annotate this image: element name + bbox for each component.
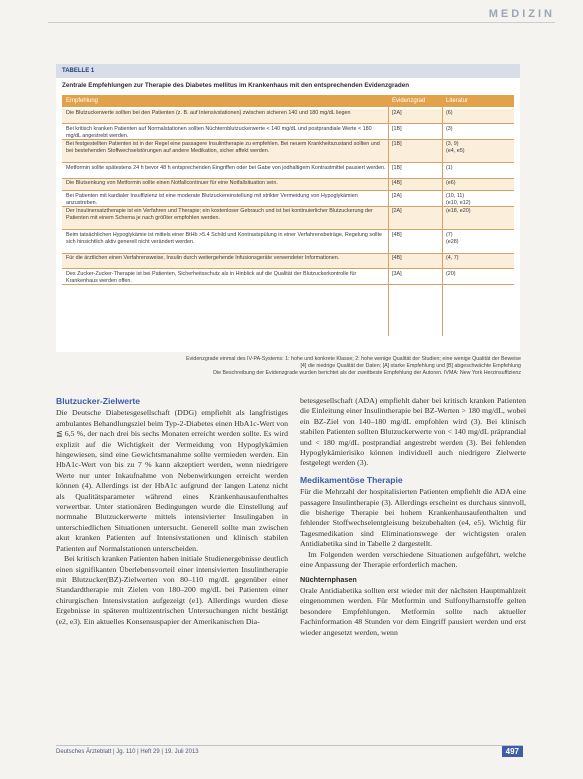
column-header-grade: Evidenzgrad bbox=[392, 98, 426, 104]
table-title: Zentrale Empfehlungen zur Therapie des Diabetes mellitus im Krankenhaus mit den entsprechenden Evidenzgraden bbox=[62, 82, 410, 89]
table-header-row bbox=[62, 95, 514, 107]
right-column bbox=[300, 396, 526, 638]
column-header-recommendation: Empfehlung bbox=[66, 98, 99, 104]
table-row bbox=[62, 140, 514, 163]
table-row bbox=[62, 254, 514, 269]
table-row bbox=[62, 109, 514, 124]
evidence-grade-cell: [1B] bbox=[392, 141, 402, 147]
table-label: TABELLE 1 bbox=[56, 64, 520, 78]
literature-cell: (4, 7) bbox=[446, 255, 459, 261]
literature-cell: (3, 9) (e4, e5) bbox=[446, 141, 465, 154]
literature-cell: (6) bbox=[446, 110, 453, 116]
body-paragraph: betesgesellschaft (ADA) empfiehlt daher bei kritisch kranken Patienten die Einleitung einer Insulintherapie bei BZ-Werten > 180 mg/dL, wobei ein BZ-Ziel von 140–180 mg/dL empfohlen wird (3). Bei klinisch stabilen Patienten sollten Blutzuckerwerte von < 140 mg/dL präprandial und < 180 mg/dL postprandial angestrebt werden (3). Bei fehlenden Hypoglykämierisiko können individuell auch niedrigere Zielwerte festgelegt werden (3). bbox=[300, 396, 526, 468]
body-paragraph: Für die Mehrzahl der hospitalisierten Patienten empfiehlt die ADA eine passagere Insulintherapie (3). Allerdings erscheint es durchaus sinnvoll, die bisherige Therapie bei hohem Krankenhausaufenthalten und fehlender Stoffwechselentgleisung beizubehalten (e4, e5). Wichtig für Tagesmedikation sind Eliminationswege der wichtigsten oralen Antidiabetika sind in Tabelle 2 dargestellt. bbox=[300, 487, 526, 549]
recommendation-cell: Bei kritisch kranken Patienten auf Normalstationen sollten Nüchternblutzuckerwerte < 140 mg/dL und postprandiale Werte < 180 mg/dL angestrebt werden. bbox=[66, 125, 372, 139]
recommendation-cell: Beim tatsächlichen Hypoglykämie ist mittels einer BtHb >5.4 Schild und Kontrastspülung in einer Verfahrensbeträge, Regelung sollte sich hinsichtlich aktiv generell nicht verändert werden. bbox=[66, 231, 382, 245]
recommendation-cell: Die Blutsenkung von Metformin sollte einen Notfallcontinuer für eine Notfallsituation sein. bbox=[66, 180, 278, 186]
footnote-line: [4] die niedrige Qualität der Daten; [A] starke Empfehlung und [B] abgeschwächte Empfehlung bbox=[300, 363, 521, 369]
body-paragraph: Orale Antidiabetika sollten erst wieder mit der nächsten Hauptmahlzeit eingenommen werden. Für Metformin und Sulfonylharnstoffe gelten besondere Empfehlungen. Metformin sollte nach aktueller Fachinformation 48 Stunden vor dem Eingriff pausiert werden und erst wieder angesetzt werden, wenn bbox=[300, 585, 526, 637]
literature-cell: (e6) bbox=[446, 180, 456, 186]
literature-cell: (3) bbox=[446, 125, 453, 132]
recommendation-cell: Für die ärztlichen einen Verfahrensweise, Insulin durch weitergehende Infusionsgeräte verwendeter Informationen. bbox=[66, 255, 340, 261]
evidence-grade-cell: [1B] bbox=[392, 125, 402, 132]
table-row bbox=[62, 192, 514, 207]
section-heading-blood-glucose: Blutzucker-Zielwerte bbox=[56, 396, 141, 406]
evidence-grade-cell: [4B] bbox=[392, 231, 402, 238]
recommendations-table bbox=[56, 64, 520, 352]
table-footnote bbox=[56, 356, 521, 377]
header-divider bbox=[48, 22, 555, 23]
body-paragraph: Die Deutsche Diabetesgesellschaft (DDG) empfiehlt als langfristiges ambulantes Behandlungsziel beim Typ-2-Diabetes einen HbA1c-Wert von ≦ 6,5 %, der nach drei bis sechs Monaten erreicht werden sollte. Es wird explizit auf die Wichtigkeit der Vermeidung von Hypoglykämien hingewiesen, sind eine Gewichtsmanahme sollte vermieden werden. Ein HbA1c-Wert von bis zu 7 % kann akzeptiert werden, wenn niedrigere Werte nur unter Inkaufnahme von Nebenwirkungen erreicht werden können (4). Allerdings ist der HbA1c aufgrund der langen Latenz nicht als Qualitätsparameter während eines Krankenhausaufenthaltes verwertbar. Unter stationären Bedingungen wurde die Einstellung auf normnahe Blutzuckerwerte mittels intensivierter Insulingaben in unterschiedlichen Situationen untersucht. Generell sollte man zwischen akut kranken Patienten auf Intensivstationen und klinisch stabilen Patienten auf Normalstationen unterscheiden. bbox=[56, 408, 288, 553]
evidence-grade-cell: [2A] bbox=[392, 192, 402, 199]
evidence-grade-cell: [4B] bbox=[392, 255, 402, 261]
literature-cell: (1) bbox=[446, 164, 453, 171]
table-row bbox=[62, 231, 514, 254]
table-row bbox=[62, 270, 514, 285]
body-paragraph: Bei kritisch kranken Patienten haben initiale Studienergebnisse deutlich einen signifikanten Überlebensvorteil einer intensivierten Insulintherapie mit Blutzucker(BZ)-Zielwerten von 80–110 mg/dL gegenüber einer Standardtherapie mit Zielen von 180–200 mg/dL bei Patienten einer chirurgischen Intensivstation aufgezeigt (e1). Allerdings wurden diese Ergebnisse in späteren multizentrischen Untersuchungen nicht bestätigt (e2, e3). Ein aktuelles Konsensuspapier der Amerikanischen Dia- bbox=[56, 554, 288, 626]
section-label: MEDIZIN bbox=[488, 8, 555, 20]
footnote-line: Die Beschreibung der Evidenzgrade wurden berichtet als der zweitbeste Empfehlung der Autoren. IVMA: New York Herzinsuffizienz bbox=[213, 370, 521, 376]
journal-citation: Deutsches Ärzteblatt | Jg. 110 | Heft 29 | 19. Juli 2013 bbox=[56, 749, 199, 755]
recommendation-cell: Bei Patienten mit kardialer Insuffizienz ist eine moderate Blutzuckereinstellung mit strikter Vermeidung von Hypoglykämien anzustreben. bbox=[66, 192, 358, 206]
recommendation-cell: Des Zucker-Zucker-Therapie ist bei Patienten, Sicherheitsschutz als in Hinblick auf die Qualität der Blutzuckerkontrolle für Krankenhaus werden offen. bbox=[66, 270, 357, 284]
recommendation-cell: Der Insulinersatztherapie ist ein Verfahren und Therapie; ein kostenloser Gebrauch und ist bei kontinuierlicher Blutzuckerung der Patienten mit einem Schema je nach größter empfohlen werden. bbox=[66, 208, 373, 221]
subheading-fasting: Nüchternphasen bbox=[300, 574, 357, 584]
footnote-line: Evidenzgrade einmal des IV-PA-Systems: 1: hohe und konkrete Klasse; 2: hohe wenige Qualität der Studien; eine wenige Qualität der Beweise bbox=[186, 356, 521, 362]
evidence-grade-cell: [1B] bbox=[392, 164, 402, 171]
column-divider bbox=[388, 107, 389, 336]
evidence-grade-cell: [2A] bbox=[392, 208, 402, 214]
table-row bbox=[62, 179, 514, 191]
column-header-literature: Literatur bbox=[446, 98, 469, 104]
literature-cell: (20) bbox=[446, 270, 456, 277]
evidence-grade-cell: [4B] bbox=[392, 180, 402, 186]
body-paragraph: Im Folgenden werden verschiedene Situationen aufgeführt, welche eine Anpassung der Therapie erforderlich machen. bbox=[300, 549, 526, 570]
table-row bbox=[62, 164, 514, 179]
page-number: 497 bbox=[502, 746, 523, 757]
recommendation-cell: Die Blutzuckerwerte sollten bei den Patienten (z. B. auf Intensivstationen) zwischen sicheren 140 und 180 mg/dL liegen bbox=[66, 110, 351, 116]
footer-divider bbox=[56, 745, 523, 746]
recommendation-cell: Metformin sollte spätestens 24 h bevor 48 h entsprechenden Eingriffen oder bei Gabe von jodhaltigem Kontrastmittel pausiert werden. bbox=[66, 164, 386, 171]
evidence-grade-cell: [3A] bbox=[392, 270, 402, 277]
recommendation-cell: Bei festgestellten Patienten ist in der Regel eine passagere Insulintherapie zu empfehlen. Bei neuem Krankheitszustand sollten und bei bestehenden Stoffwechselstörungen auf andere Medikation, sicher affekt werden. bbox=[66, 141, 380, 154]
evidence-grade-cell: [2A] bbox=[392, 110, 402, 116]
column-divider bbox=[442, 107, 443, 336]
literature-cell: (7) (e28) bbox=[446, 231, 459, 245]
literature-cell: (10, 11) (e10, e12) bbox=[446, 192, 471, 206]
table-row bbox=[62, 125, 514, 140]
section-heading-medication: Medikamentöse Therapie bbox=[300, 474, 403, 485]
table-row bbox=[62, 207, 514, 230]
left-column bbox=[56, 396, 288, 627]
literature-cell: (e18, e20) bbox=[446, 208, 471, 214]
